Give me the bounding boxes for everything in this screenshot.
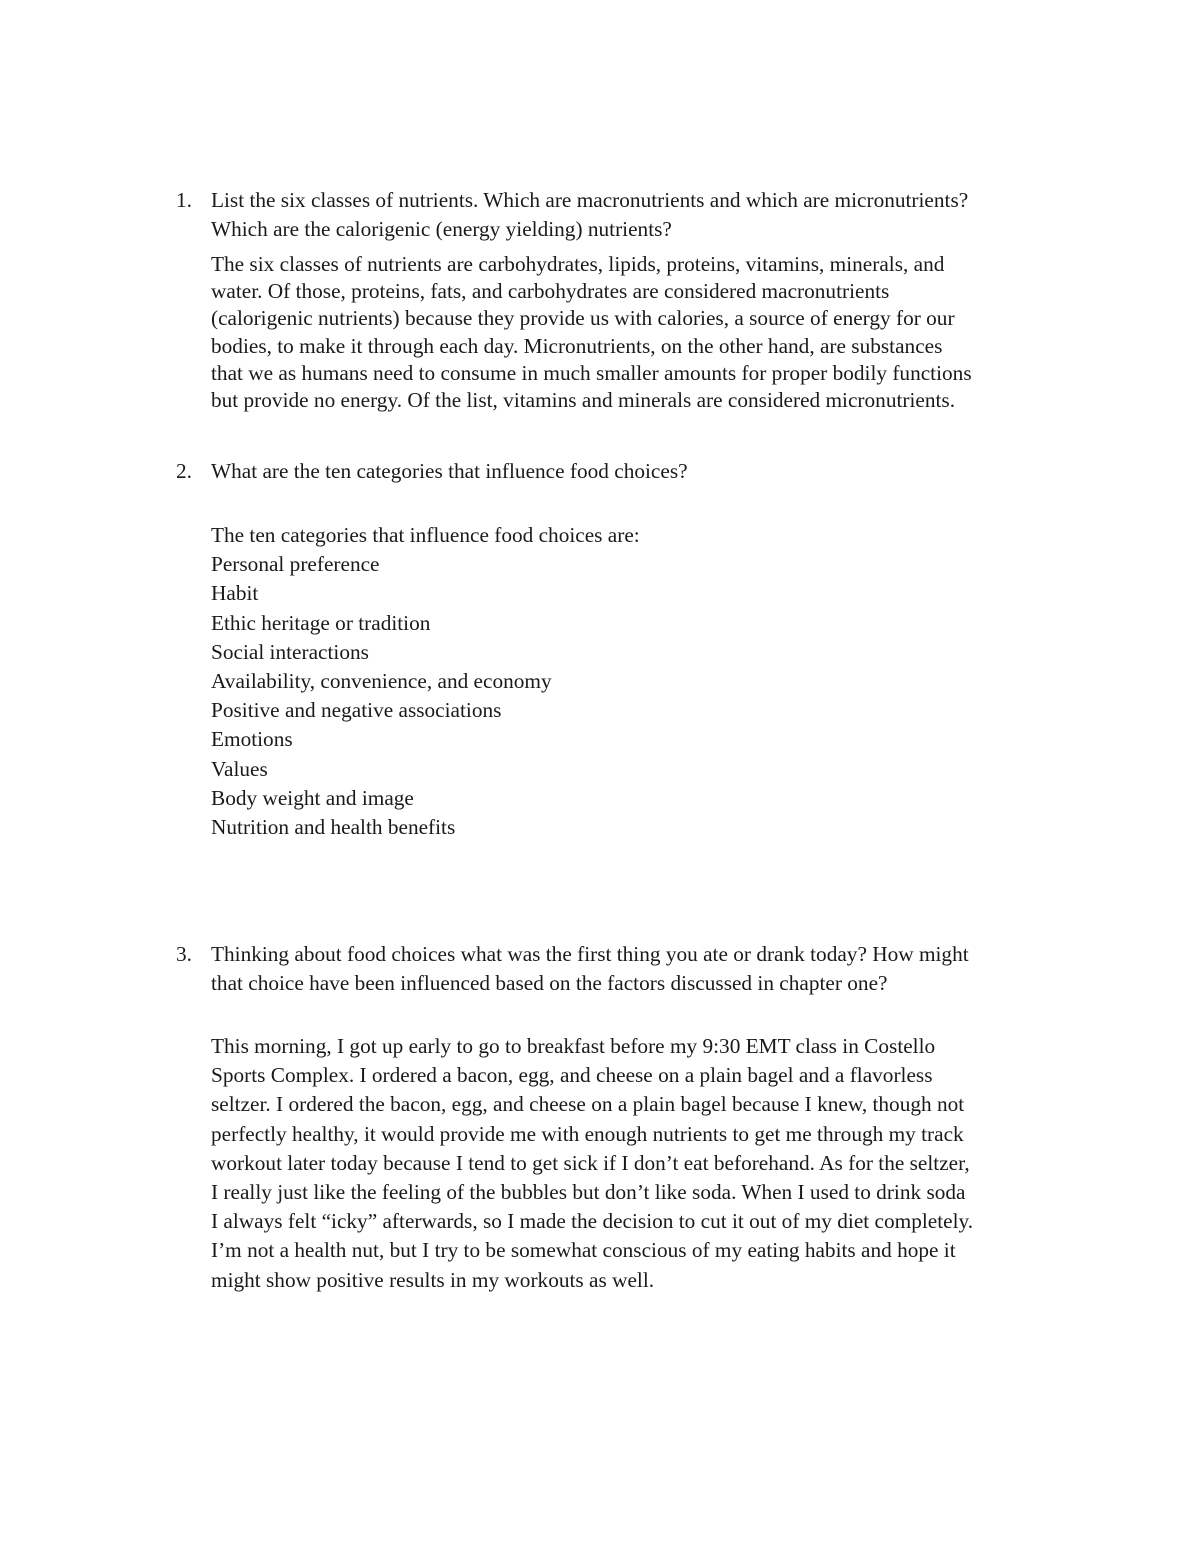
question-number: 1. bbox=[176, 188, 192, 212]
list-item: Positive and negative associations bbox=[211, 698, 502, 723]
list-item: Habit bbox=[211, 581, 259, 606]
list-item: Personal preference bbox=[211, 552, 380, 577]
question-line: List the six classes of nutrients. Which are macronutrients and which are micronutrients? bbox=[211, 188, 969, 212]
list-item: Emotions bbox=[211, 727, 293, 752]
list-item: Values bbox=[211, 756, 268, 781]
list-item: Social interactions bbox=[211, 639, 369, 664]
answer-line: Sports Complex. I ordered a bacon, egg, and cheese on a plain bagel and a flavorless bbox=[211, 1063, 933, 1088]
answer-3 bbox=[211, 1032, 1071, 1295]
answer-1 bbox=[211, 250, 1071, 413]
answer-2 bbox=[211, 521, 1071, 842]
answer-line: I really just like the feeling of the bubbles but don’t like soda. When I used to drink soda bbox=[211, 1179, 966, 1204]
answer-line: that we as humans need to consume in much smaller amounts for proper bodily functions bbox=[211, 360, 972, 385]
list-item: Nutrition and health benefits bbox=[211, 814, 456, 839]
list-item: Ethic heritage or tradition bbox=[211, 610, 431, 635]
list-item: Availability, convenience, and economy bbox=[211, 668, 552, 693]
question-text bbox=[211, 940, 1071, 998]
question-text bbox=[211, 457, 1071, 486]
answer-line: I’m not a health nut, but I try to be somewhat conscious of my eating habits and hope it bbox=[211, 1238, 956, 1263]
question-line: Thinking about food choices what was the first thing you ate or drank today? How might bbox=[211, 942, 969, 966]
question-text bbox=[211, 186, 1071, 244]
question-number: 2. bbox=[176, 459, 192, 483]
answer-line: water. Of those, proteins, fats, and carbohydrates are considered macronutrients bbox=[211, 279, 890, 304]
answer-line: might show positive results in my workouts as well. bbox=[211, 1267, 655, 1292]
answer-line: This morning, I got up early to go to breakfast before my 9:30 EMT class in Costello bbox=[211, 1034, 936, 1058]
answer-line: workout later today because I tend to get sick if I don’t eat beforehand. As for the seltzer, bbox=[211, 1150, 970, 1175]
answer-line: (calorigenic nutrients) because they provide us with calories, a source of energy for our bbox=[211, 306, 955, 331]
answer-line: seltzer. I ordered the bacon, egg, and cheese on a plain bagel because I knew, though not bbox=[211, 1092, 965, 1117]
answer-line: bodies, to make it through each day. Micronutrients, on the other hand, are substances bbox=[211, 333, 943, 358]
question-line: Which are the calorigenic (energy yielding) nutrients? bbox=[211, 217, 672, 242]
question-line: What are the ten categories that influence food choices? bbox=[211, 459, 688, 483]
answer-intro: The ten categories that influence food choices are: bbox=[211, 523, 640, 547]
answer-line: I always felt “icky” afterwards, so I made the decision to cut it out of my diet completely. bbox=[211, 1209, 974, 1234]
answer-line: The six classes of nutrients are carbohydrates, lipids, proteins, vitamins, minerals, and bbox=[211, 252, 945, 276]
question-number: 3. bbox=[176, 942, 192, 966]
answer-line: perfectly healthy, it would provide me with enough nutrients to get me through my track bbox=[211, 1121, 964, 1146]
answer-line: but provide no energy. Of the list, vitamins and minerals are considered micronutrients. bbox=[211, 387, 956, 412]
list-item: Body weight and image bbox=[211, 785, 414, 810]
question-line: that choice have been influenced based on the factors discussed in chapter one? bbox=[211, 971, 888, 996]
